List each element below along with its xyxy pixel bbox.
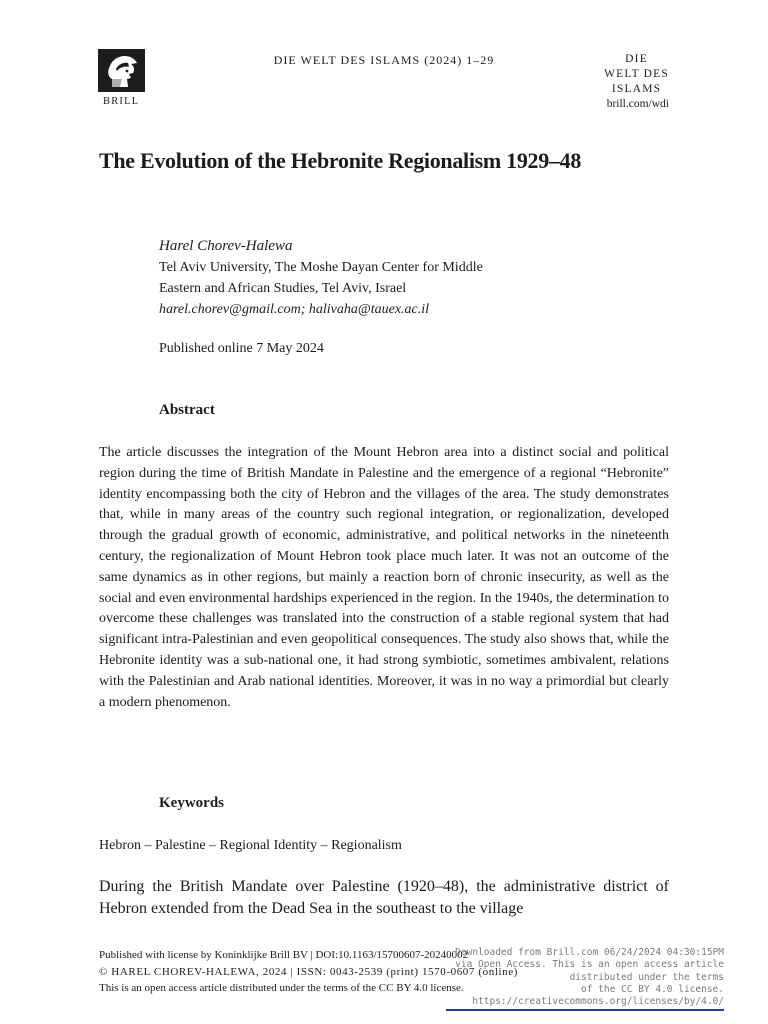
keywords-list: Hebron – Palestine – Regional Identity – Regionalism: [99, 838, 402, 853]
footer-open-access-line: This is an open access article distributed under the terms of the CC BY 4.0 license.: [99, 982, 464, 994]
body-paragraph: During the British Mandate over Palestine (1920–48), the administrative district of Hebron extended from the Dead Sea in the southeast to the village: [99, 878, 669, 917]
published-date: Published online 7 May 2024: [159, 341, 324, 356]
journal-url-link[interactable]: brill.com/wdi: [606, 98, 669, 110]
download-stamp-line-2: via Open Access. This is an open access article distributed under the terms: [455, 959, 724, 983]
journal-block: [604, 52, 669, 112]
article-title: The Evolution of the Hebronite Regionalism 1929–48: [99, 148, 582, 173]
abstract-text: The article discusses the integration of the Mount Hebron area into a distinct social and political region during the time of British Mandate in Palestine and the emergence of a regional “Hebronite” identity encompassing both the city of Hebron and the villages of the area. The study demonstrates that, while in many areas of the country such regional integration, or regionalization, developed through the gradual growth of economic, administrative, and political networks in the nineteenth century, the regionalization of Mount Hebron took place much later. It was not an outcome of the same dynamics as in other regions, but mainly a reaction born of chronic insecurity, as well as the social and even environmental hardships experienced in the region. In the 1940s, the determination to overcome these challenges was translated into the construction of a stable regional system that had significant intra-Palestinian and even geopolitical consequences. The study also shows that, while the Hebronite identity was a sub-national one, it had strong symbiotic, sometimes ambivalent, relations with the Palestinian and Arab national identities. Moreover, it was in no way a primordial but clearly a modern phenomenon.: [99, 445, 669, 710]
abstract-heading: Abstract: [159, 402, 215, 418]
download-stamp: [394, 947, 724, 1008]
keywords-heading: Keywords: [159, 795, 224, 811]
author-emails[interactable]: harel.chorev@gmail.com; halivaha@tauex.ac.il: [159, 302, 430, 317]
footer-license-line: Published with license by Koninklijke Brill BV | DOI:10.1163/15700607-20240002: [99, 949, 469, 961]
journal-name-line-2: WELT DES: [604, 68, 669, 80]
download-stamp-line-3: of the CC BY 4.0 license.: [581, 983, 724, 995]
journal-name-line-3: ISLAMS: [611, 83, 662, 95]
link-underline: [446, 1009, 724, 1011]
journal-name-line-1: DIE: [625, 53, 648, 65]
author-block: [159, 236, 559, 320]
affiliation-line-2: Eastern and African Studies, Tel Aviv, Israel: [159, 281, 407, 296]
publisher-name: BRILL: [103, 96, 140, 107]
affiliation-line-1: Tel Aviv University, The Moshe Dayan Center for Middle: [159, 260, 483, 275]
footer-copyright-line: © HAREL CHOREV-HALEWA, 2024 | ISSN: 0043-2539 (print) 1570-0607 (online): [99, 965, 518, 978]
cc-license-link[interactable]: https://creativecommons.org/licenses/by/4.0/: [472, 996, 724, 1008]
author-name: Harel Chorev-Halewa: [159, 238, 293, 254]
download-stamp-line-1: Downloaded from Brill.com 06/24/2024 04:30:15PM: [455, 947, 724, 958]
running-head: DIE WELT DES ISLAMS (2024) 1–29: [273, 53, 495, 67]
